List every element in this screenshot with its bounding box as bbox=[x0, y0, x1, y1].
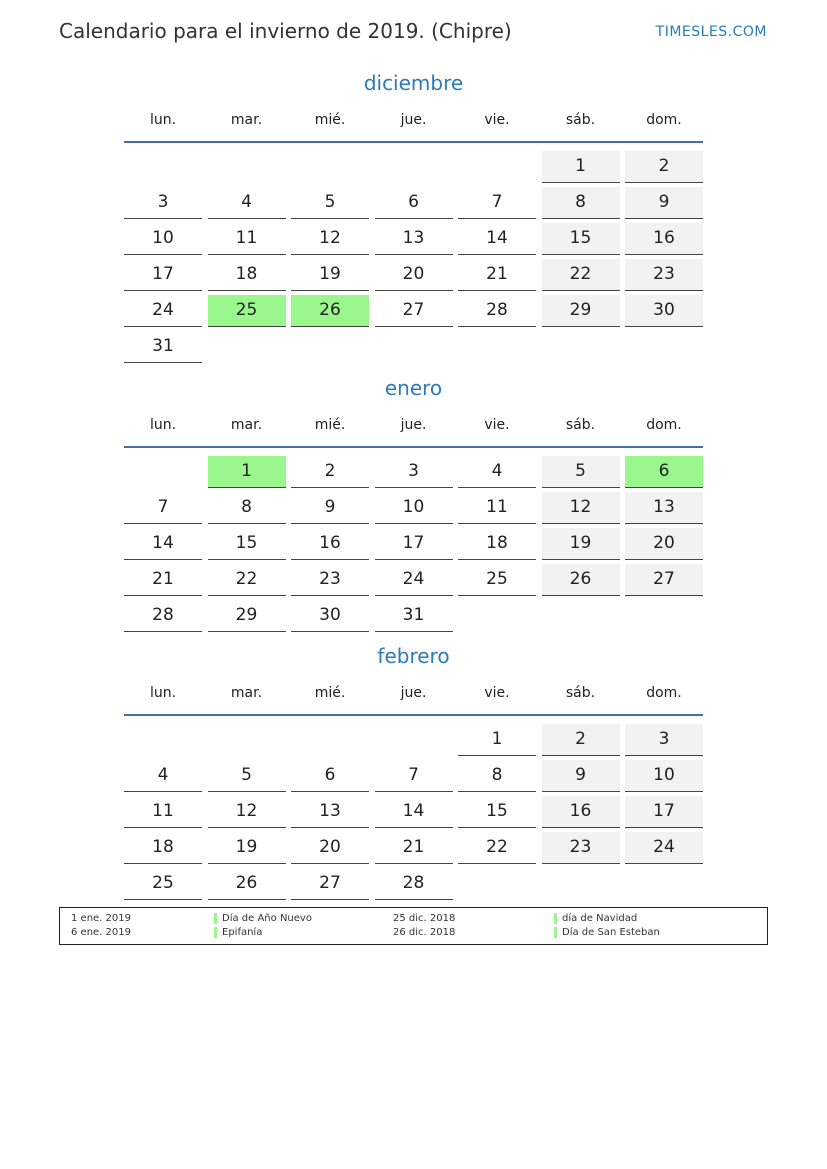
week-row bbox=[124, 147, 703, 183]
day-cell[interactable]: 22 bbox=[208, 564, 286, 596]
holiday-legend bbox=[59, 907, 768, 945]
day-cell[interactable]: 17 bbox=[124, 259, 202, 291]
week-row bbox=[124, 864, 703, 900]
day-cell[interactable]: 23 bbox=[625, 259, 703, 291]
weekday-label: mié. bbox=[314, 112, 346, 128]
day-cell[interactable]: 21 bbox=[124, 564, 202, 596]
empty-cell bbox=[291, 151, 369, 183]
empty-cell bbox=[291, 331, 369, 363]
day-cell[interactable]: 15 bbox=[458, 796, 536, 828]
day-cell[interactable]: 21 bbox=[458, 259, 536, 291]
empty-cell bbox=[375, 151, 453, 183]
empty-cell bbox=[542, 600, 620, 632]
day-cell[interactable]: 17 bbox=[625, 796, 703, 828]
day-cell[interactable]: 8 bbox=[542, 187, 620, 219]
day-cell[interactable]: 24 bbox=[375, 564, 453, 596]
empty-cell bbox=[458, 151, 536, 183]
day-cell[interactable]: 12 bbox=[291, 223, 369, 255]
day-cell[interactable]: 10 bbox=[124, 223, 202, 255]
day-cell[interactable]: 18 bbox=[124, 832, 202, 864]
week-row bbox=[124, 255, 703, 291]
day-cell[interactable]: 17 bbox=[375, 528, 453, 560]
weekday-label: vie. bbox=[484, 112, 510, 128]
day-cell[interactable]: 11 bbox=[208, 223, 286, 255]
day-cell[interactable]: 24 bbox=[124, 295, 202, 327]
weekday-label: dom. bbox=[646, 417, 682, 433]
weekday-label: jue. bbox=[400, 685, 427, 701]
week-row bbox=[124, 183, 703, 219]
weekday-label: mar. bbox=[230, 417, 263, 433]
day-cell[interactable]: 14 bbox=[375, 796, 453, 828]
week-row bbox=[124, 828, 703, 864]
holiday-color-swatch bbox=[214, 927, 217, 938]
day-cell[interactable]: 14 bbox=[124, 528, 202, 560]
empty-cell bbox=[458, 868, 536, 900]
month-december bbox=[124, 69, 703, 363]
weekday-label: vie. bbox=[484, 685, 510, 701]
empty-cell bbox=[291, 724, 369, 756]
day-cell[interactable]: 30 bbox=[291, 600, 369, 632]
day-cell[interactable]: 20 bbox=[375, 259, 453, 291]
day-cell[interactable]: 16 bbox=[542, 796, 620, 828]
day-cell[interactable]: 7 bbox=[375, 760, 453, 792]
weekday-header-row bbox=[124, 670, 703, 716]
empty-cell bbox=[208, 724, 286, 756]
weekday-label: mar. bbox=[230, 112, 263, 128]
day-cell[interactable]: 13 bbox=[625, 492, 703, 524]
day-cell[interactable]: 15 bbox=[208, 528, 286, 560]
empty-cell bbox=[542, 331, 620, 363]
brand-link[interactable]: TIMESLES.COM bbox=[655, 24, 767, 40]
day-cell[interactable]: 26 bbox=[291, 295, 369, 327]
legend-holiday-name: Epifanía bbox=[222, 927, 263, 938]
week-row bbox=[124, 219, 703, 255]
weekday-label: mié. bbox=[314, 685, 346, 701]
day-cell[interactable]: 13 bbox=[291, 796, 369, 828]
week-row bbox=[124, 291, 703, 327]
day-cell[interactable]: 10 bbox=[625, 760, 703, 792]
weekday-label: lun. bbox=[149, 112, 177, 128]
day-cell[interactable]: 2 bbox=[542, 724, 620, 756]
day-cell[interactable]: 11 bbox=[458, 492, 536, 524]
empty-cell bbox=[625, 331, 703, 363]
day-cell[interactable]: 23 bbox=[291, 564, 369, 596]
weekday-label: sáb. bbox=[565, 685, 596, 701]
weekday-header-row bbox=[124, 402, 703, 448]
day-cell[interactable]: 6 bbox=[291, 760, 369, 792]
week-row bbox=[124, 720, 703, 756]
weekday-label: lun. bbox=[149, 417, 177, 433]
day-cell[interactable]: 20 bbox=[291, 832, 369, 864]
day-cell[interactable]: 15 bbox=[542, 223, 620, 255]
empty-cell bbox=[542, 868, 620, 900]
month-name: febrero bbox=[377, 644, 450, 668]
day-cell[interactable]: 22 bbox=[542, 259, 620, 291]
day-cell[interactable]: 4 bbox=[208, 187, 286, 219]
weekday-label: lun. bbox=[149, 685, 177, 701]
day-cell[interactable]: 2 bbox=[625, 151, 703, 183]
weekday-label: mar. bbox=[230, 685, 263, 701]
day-cell[interactable]: 9 bbox=[625, 187, 703, 219]
day-cell[interactable]: 18 bbox=[458, 528, 536, 560]
empty-cell bbox=[458, 600, 536, 632]
empty-cell bbox=[625, 868, 703, 900]
week-row bbox=[124, 792, 703, 828]
month-name: enero bbox=[384, 376, 443, 400]
day-cell[interactable]: 6 bbox=[625, 456, 703, 488]
weekday-label: dom. bbox=[646, 112, 682, 128]
weekday-label: vie. bbox=[484, 417, 510, 433]
day-cell[interactable]: 29 bbox=[208, 600, 286, 632]
day-cell[interactable]: 3 bbox=[625, 724, 703, 756]
day-cell[interactable]: 19 bbox=[208, 832, 286, 864]
day-cell[interactable]: 19 bbox=[542, 528, 620, 560]
day-cell[interactable]: 12 bbox=[542, 492, 620, 524]
legend-holiday-name: Día de Año Nuevo bbox=[222, 913, 312, 924]
month-january bbox=[124, 374, 703, 632]
day-cell[interactable]: 2 bbox=[291, 456, 369, 488]
day-cell[interactable]: 5 bbox=[542, 456, 620, 488]
week-row bbox=[124, 756, 703, 792]
holiday-color-swatch bbox=[554, 913, 557, 924]
day-cell[interactable]: 6 bbox=[375, 187, 453, 219]
empty-cell bbox=[124, 151, 202, 183]
weekday-label: jue. bbox=[400, 417, 427, 433]
day-cell[interactable]: 3 bbox=[124, 187, 202, 219]
day-cell[interactable]: 1 bbox=[542, 151, 620, 183]
legend-date: 1 ene. 2019 bbox=[71, 913, 131, 924]
legend-date: 26 dic. 2018 bbox=[393, 927, 456, 938]
holiday-color-swatch bbox=[554, 927, 557, 938]
day-cell[interactable]: 1 bbox=[458, 724, 536, 756]
day-cell[interactable]: 19 bbox=[291, 259, 369, 291]
day-cell[interactable]: 10 bbox=[375, 492, 453, 524]
day-cell[interactable]: 30 bbox=[625, 295, 703, 327]
day-cell[interactable]: 11 bbox=[124, 796, 202, 828]
week-row bbox=[124, 488, 703, 524]
day-cell[interactable]: 28 bbox=[124, 600, 202, 632]
empty-cell bbox=[208, 151, 286, 183]
holiday-color-swatch bbox=[214, 913, 217, 924]
empty-cell bbox=[375, 724, 453, 756]
day-cell[interactable]: 8 bbox=[208, 492, 286, 524]
day-cell[interactable]: 5 bbox=[208, 760, 286, 792]
week-row bbox=[124, 524, 703, 560]
day-cell[interactable]: 28 bbox=[458, 295, 536, 327]
legend-holiday-name: día de Navidad bbox=[562, 913, 638, 924]
day-cell[interactable]: 23 bbox=[542, 832, 620, 864]
day-cell[interactable]: 5 bbox=[291, 187, 369, 219]
day-cell[interactable]: 16 bbox=[291, 528, 369, 560]
day-cell[interactable]: 4 bbox=[124, 760, 202, 792]
week-row bbox=[124, 560, 703, 596]
day-cell[interactable]: 18 bbox=[208, 259, 286, 291]
day-cell[interactable]: 7 bbox=[124, 492, 202, 524]
legend-date: 25 dic. 2018 bbox=[393, 913, 456, 924]
day-cell[interactable]: 16 bbox=[625, 223, 703, 255]
weekday-label: mié. bbox=[314, 417, 346, 433]
weekday-label: dom. bbox=[646, 685, 682, 701]
week-row bbox=[124, 596, 703, 632]
empty-cell bbox=[375, 331, 453, 363]
day-cell[interactable]: 9 bbox=[291, 492, 369, 524]
day-cell[interactable]: 24 bbox=[625, 832, 703, 864]
legend-holiday-name: Día de San Esteban bbox=[562, 927, 660, 938]
month-name: diciembre bbox=[363, 71, 464, 95]
day-cell[interactable]: 29 bbox=[542, 295, 620, 327]
weekday-label: sáb. bbox=[565, 417, 596, 433]
day-cell[interactable]: 27 bbox=[291, 868, 369, 900]
week-row bbox=[124, 327, 703, 363]
empty-cell bbox=[124, 724, 202, 756]
day-cell[interactable]: 9 bbox=[542, 760, 620, 792]
day-cell[interactable]: 22 bbox=[458, 832, 536, 864]
empty-cell bbox=[625, 600, 703, 632]
day-cell[interactable]: 31 bbox=[375, 600, 453, 632]
empty-cell bbox=[208, 331, 286, 363]
day-cell[interactable]: 27 bbox=[375, 295, 453, 327]
week-row bbox=[124, 452, 703, 488]
month-february bbox=[124, 642, 703, 900]
day-cell[interactable]: 1 bbox=[208, 456, 286, 488]
day-cell[interactable]: 13 bbox=[375, 223, 453, 255]
day-cell[interactable]: 12 bbox=[208, 796, 286, 828]
day-cell[interactable]: 27 bbox=[625, 564, 703, 596]
day-cell[interactable]: 4 bbox=[458, 456, 536, 488]
weekday-header-row bbox=[124, 97, 703, 143]
empty-cell bbox=[458, 331, 536, 363]
day-cell[interactable]: 25 bbox=[208, 295, 286, 327]
day-cell[interactable]: 14 bbox=[458, 223, 536, 255]
page-title: Calendario para el invierno de 2019. (Chipre) bbox=[59, 19, 512, 43]
day-cell[interactable]: 26 bbox=[208, 868, 286, 900]
day-cell[interactable]: 3 bbox=[375, 456, 453, 488]
day-cell[interactable]: 25 bbox=[124, 868, 202, 900]
weekday-label: jue. bbox=[400, 112, 427, 128]
weekday-label: sáb. bbox=[565, 112, 596, 128]
day-cell[interactable]: 28 bbox=[375, 868, 453, 900]
day-cell[interactable]: 21 bbox=[375, 832, 453, 864]
day-cell[interactable]: 20 bbox=[625, 528, 703, 560]
legend-date: 6 ene. 2019 bbox=[71, 927, 131, 938]
day-cell[interactable]: 8 bbox=[458, 760, 536, 792]
day-cell[interactable]: 25 bbox=[458, 564, 536, 596]
day-cell[interactable]: 26 bbox=[542, 564, 620, 596]
empty-cell bbox=[124, 456, 202, 488]
day-cell[interactable]: 31 bbox=[124, 331, 202, 363]
day-cell[interactable]: 7 bbox=[458, 187, 536, 219]
